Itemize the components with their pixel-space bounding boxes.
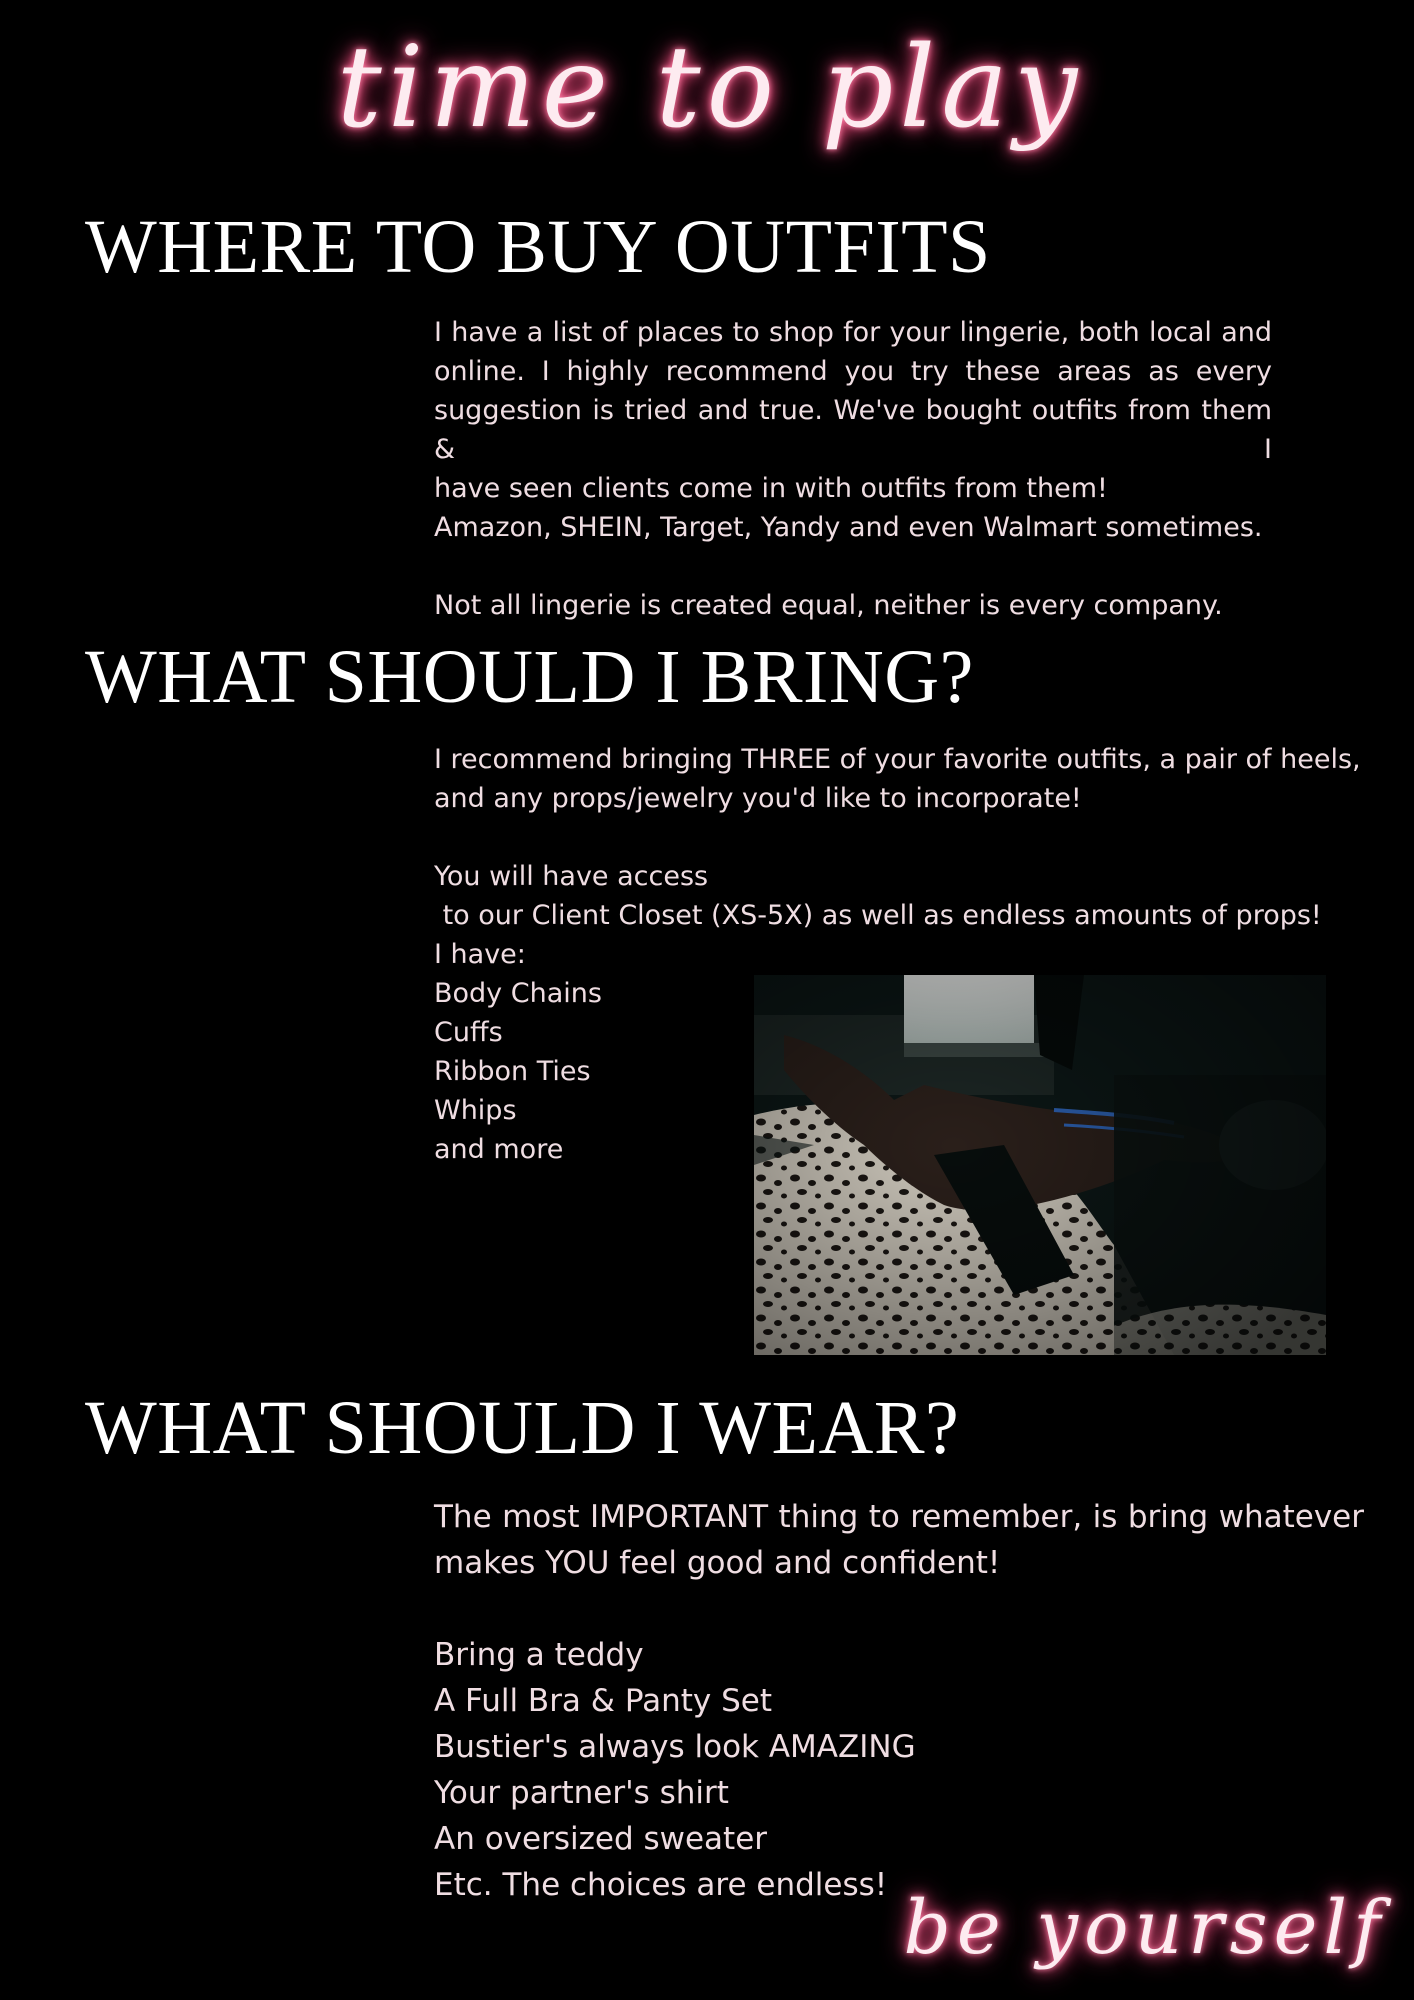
text-line: makes YOU feel good and confident! (434, 1545, 1001, 1581)
heading-what-should-i-wear: WHAT SHOULD I WEAR? (85, 1386, 960, 1470)
text-line: I have: (434, 939, 526, 970)
outfit-list-item: A Full Bra & Panty Set (434, 1683, 773, 1719)
text-line: to our Client Closet (XS-5X) as well as endless amounts of props! (434, 900, 1322, 931)
text-line: I have a list of places to shop for your lingerie, both local and (434, 317, 1272, 348)
text-line: Not all lingerie is created equal, neither is every company. (434, 590, 1223, 621)
text-line: The most IMPORTANT thing to remember, is bring whatever (434, 1499, 1364, 1535)
outfit-list-item: An oversized sweater (434, 1821, 768, 1857)
outfit-list-item: Bring a teddy (434, 1637, 644, 1673)
text-line: online. I highly recommend you try these areas as every (434, 356, 1272, 387)
text-line: suggestion is tried and true. We've bought outfits from them & I (434, 395, 1272, 465)
text-line: I recommend bringing THREE of your favorite outfits, a pair of heels, (434, 744, 1361, 775)
text-line: You will have access (434, 861, 709, 892)
neon-title-time-to-play: time to play (336, 23, 1084, 153)
text-line: have seen clients come in with outfits from them! (434, 473, 1108, 504)
prop-list-item: Ribbon Ties (434, 1056, 591, 1087)
outfit-list-item: Etc. The choices are endless! (434, 1867, 888, 1903)
neon-signature-be-yourself: be yourself (903, 1885, 1387, 1971)
heading-where-to-buy-outfits: WHERE TO BUY OUTFITS (85, 205, 991, 289)
outfit-list-item: Your partner's shirt (434, 1775, 729, 1811)
prop-list-item: Cuffs (434, 1017, 503, 1048)
boudoir-photo (754, 975, 1326, 1355)
text-line: and any props/jewelry you'd like to incorporate! (434, 783, 1082, 814)
prop-list-item: and more (434, 1134, 564, 1165)
what-to-wear-paragraph (434, 1494, 1364, 1908)
outfit-list-item: Bustier's always look AMAZING (434, 1729, 916, 1765)
store-list-line: Amazon, SHEIN, Target, Yandy and even Walmart sometimes. (434, 512, 1263, 543)
where-to-buy-paragraph (434, 313, 1272, 625)
prop-list-item: Whips (434, 1095, 517, 1126)
heading-what-should-i-bring: WHAT SHOULD I BRING? (85, 635, 974, 719)
prop-list-item: Body Chains (434, 978, 602, 1009)
